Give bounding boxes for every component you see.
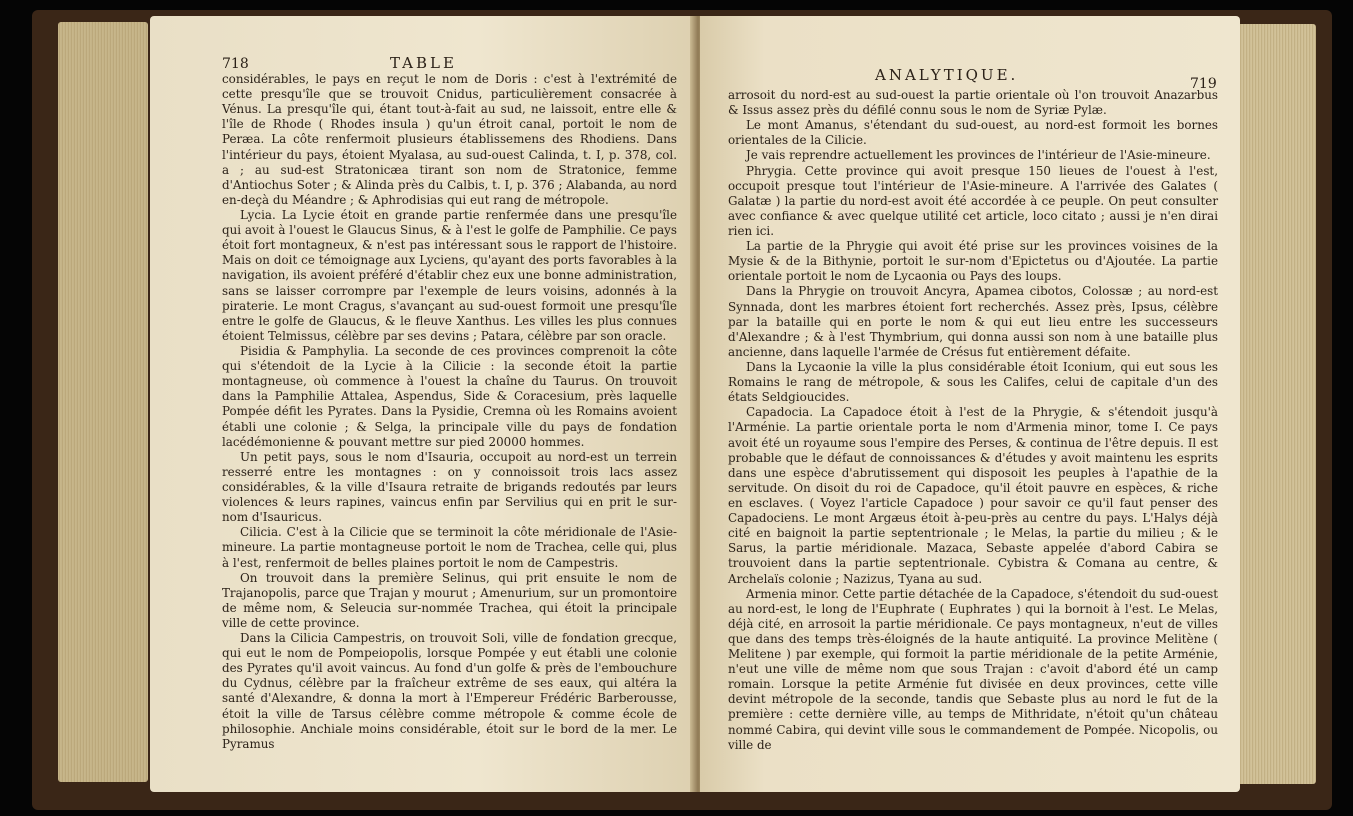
paragraph: La partie de la Phrygie qui avoit été prise sur les provinces voisines de la Mysie & de la Bithynie, portoit le sur-nom d'Epictetus ou d'Ajoutée. La partie orientale portoit le nom de Lycaonia ou Pays des loups. — [728, 239, 1218, 284]
paragraph: Phrygia. Cette province qui avoit presque 150 lieues de l'ouest à l'est, occupoit presque tout l'intérieur de l'Asie-mineure. A l'arrivée des Galates ( Galatæ ) la partie du nord-est avoit été accordée à ce peuple. On peut consulter avec confiance & avec quelque utilité cet article, loco citato ; aussi je n'en dirai rien ici. — [728, 163, 1218, 238]
paragraph: considérables, le pays en reçut le nom de Doris : c'est à l'extrémité de cette presqu'île que se trouvoit Cnidus, particulièrement consacrée à Vénus. La presqu'île qui, étant tout-à-fait au sud, ne laissoit, entre elle & l'île de Rhode ( Rhodes insula ) qu'un étroit canal, portoit le nom de Peræa. La côte renfermoit plusieurs établissemens des Rhodiens. Dans l'intérieur du pays, étoient Myalasa, au sud-ouest Calinda, t. I, p. 378, col. a ; au sud-est Stratonicæa tirant son nom de Stratonice, femme d'Antiochus Soter ; & Alinda près du Calbis, t. I, p. 376 ; Alabanda, au nord en-deçà du Méandre ; & Aphrodisias qui eut rang de métropole. — [222, 72, 677, 207]
paragraph: Pisidia & Pamphylia. La seconde de ces provinces comprenoit la côte qui s'étendoit de la Lycie à la Cilicie : la seconde étoit la partie montagneuse, où commence à l'ouest la chaîne du Taurus. On trouvoit dans la Pamphilie Attalea, Aspendus, Side & Coracesium, près laquelle Pompée défit les Pyrates. Dans la Pysidie, Cremna où les Romains avoient établi une colonie ; & Selga, la principale ville du pays de fondation lacédémonienne & pouvant mettre sur pied 20000 hommes. — [222, 343, 677, 449]
page-edges-left — [58, 22, 148, 782]
running-head-left: TABLE — [390, 54, 457, 72]
paragraph: arrosoit du nord-est au sud-ouest la partie orientale où l'on trouvoit Anazarbus & Issus assez près du défilé connu sous le nom de Syriæ Pylæ. — [728, 88, 1218, 118]
paragraph: Je vais reprendre actuellement les provinces de l'intérieur de l'Asie-mineure. — [746, 148, 1211, 163]
page-number-left: 718 — [222, 56, 249, 72]
paragraph: Dans la Cilicia Campestris, on trouvoit Soli, ville de fondation grecque, qui eut le nom de Pompeiopolis, lorsque Pompée y eut établi une colonie des Pyrates qu'il avoit vaincus. Au fond d'un golfe & près de l'embouchure du Cydnus, célèbre par la fraîcheur extrême de ses eaux, qui altéra la santé d'Alexandre, & donna la mort à l'Empereur Frédéric Barberousse, étoit la ville de Tarsus célèbre comme métropole & comme école de philosophie. Anchiale moins considérable, étoit sur le bord de la mer. Le Pyramus — [222, 631, 677, 751]
paragraph: Dans la Lycaonie la ville la plus considérable étoit Iconium, qui eut sous les Romains le rang de métropole, & sous les Califes, celui de capitale d'un des états Seldgioucides. — [728, 359, 1218, 405]
paragraph: Dans la Phrygie on trouvoit Ancyra, Apamea cibotos, Colossæ ; au nord-est Synnada, dont les marbres étoient fort recherchés. Assez près, Ipsus, célèbre par la bataille qui en porte le nom & qui eut lieu entre les successeurs d'Alexandre ; & à l'est Thymbrium, qui donna aussi son nom à une bataille plus ancienne, dans laquelle l'armée de Crésus fut entièrement défaite. — [728, 284, 1218, 359]
right-page-text — [728, 88, 1218, 753]
left-page — [150, 16, 696, 792]
paragraph: On trouvoit dans la première Selinus, qui prit ensuite le nom de Trajanopolis, parce que Trajan y mourut ; Amenurium, sur un promontoire de même nom, & Seleucia sur-nommée Trachea, qui étoit la principale ville de cette province. — [222, 570, 677, 630]
paragraph: Armenia minor. Cette partie détachée de la Capadoce, s'étendoit du sud-ouest au nord-est, le long de l'Euphrate ( Euphrates ) qui la bornoit à l'est. Le Melas, déjà cité, en arrosoit la partie méridionale. Ce pays montagneux, n'eut de villes que dans des temps très-éloignés de la haute antiquité. La province Melitène ( Melitene ) par exemple, qui formoit la partie méridionale de la petite Arménie, n'eut une ville de même nom que sous Trajan : c'avoit d'abord été un camp romain. Lorsque la petite Arménie fut divisée en deux provinces, cette ville devint métropole de la seconde, tandis que Sebaste plus au nord le fut de la première : cette dernière ville, au temps de Mithridate, n'étoit qu'un château nommé Cabira, qui devint ville sous le commandement de Pompée. Nicopolis, ou ville de — [728, 586, 1218, 752]
paragraph: Capadocia. La Capadoce étoit à l'est de la Phrygie, & s'étendoit jusqu'à l'Arménie. La partie orientale porta le nom d'Armenia minor, tome I. Ce pays avoit été un royaume sous l'empire des Perses, & continua de l'être depuis. Il est probable que le défaut de connoissances & d'études y avoit maintenu les esprits dans une espèce d'abrutissement qui disposoit les peuples à l'apathie de la servitude. On disoit du roi de Capadoce, qu'il étoit pauvre en espèces, & riche en esclaves. ( Voyez l'article Capadoce ) pour savoir ce qu'il faut penser des Capadociens. Le mont Argæus étoit à-peu-près au centre du pays. L'Halys déjà cité en baignoit la partie septentrionale ; le Melas, la partie du milieu ; & le Sarus, la partie méridionale. Mazaca, Sebaste appelée d'abord Cabira se trouvoient dans la partie septentrionale. Cybistra & Comana au centre, & Archelaïs colonie ; Nazizus, Tyana au sud. — [728, 405, 1218, 586]
paragraph: Cilicia. C'est à la Cilicie que se terminoit la côte méridionale de l'Asie-mineure. La partie montagneuse portoit le nom de Trachea, celle qui, plus à l'est, renfermoit de belles plaines portoit le nom de Campestris. — [222, 525, 677, 570]
paragraph: Le mont Amanus, s'étendant du sud-ouest, au nord-est formoit les bornes orientales de la Cilicie. — [728, 118, 1218, 148]
page-number-right: 719 — [1190, 76, 1217, 92]
paragraph: Lycia. La Lycie étoit en grande partie renfermée dans une presqu'île qui avoit à l'ouest le Glaucus Sinus, & à l'est le golfe de Pamphilie. Ce pays étoit fort montagneux, & n'est pas intéressant sous le rapport de l'histoire. Mais on doit ce témoignage aux Lyciens, qu'ayant des ports favorables à la navigation, ils avoient préféré d'établir chez eux une bonne administration, sans se laisser corrompre par l'exemple de leurs voisins, adonnés à la piraterie. Le mont Cragus, s'avançant au sud-ouest formoit une presqu'île entre le golfe de Glaucus, & le fleuve Xanthus. Les villes les plus connues étoient Telmissus, célèbre par ses devins ; Patara, célèbre par son oracle. — [222, 207, 677, 343]
left-page-text — [222, 72, 677, 752]
paragraph: Un petit pays, sous le nom d'Isauria, occupoit au nord-est un terrein resserré entre les montagnes : on y connoissoit trois lacs assez considérables, & la ville d'Isaura retraite de brigands redoutés par leurs violences & leurs rapines, vaincus enfin par Servilius qui en prit le sur-nom d'Isauricus. — [222, 449, 677, 525]
running-head-right: ANALYTIQUE. — [875, 66, 1019, 84]
page-edges-right — [1236, 24, 1316, 784]
right-page — [700, 16, 1240, 792]
